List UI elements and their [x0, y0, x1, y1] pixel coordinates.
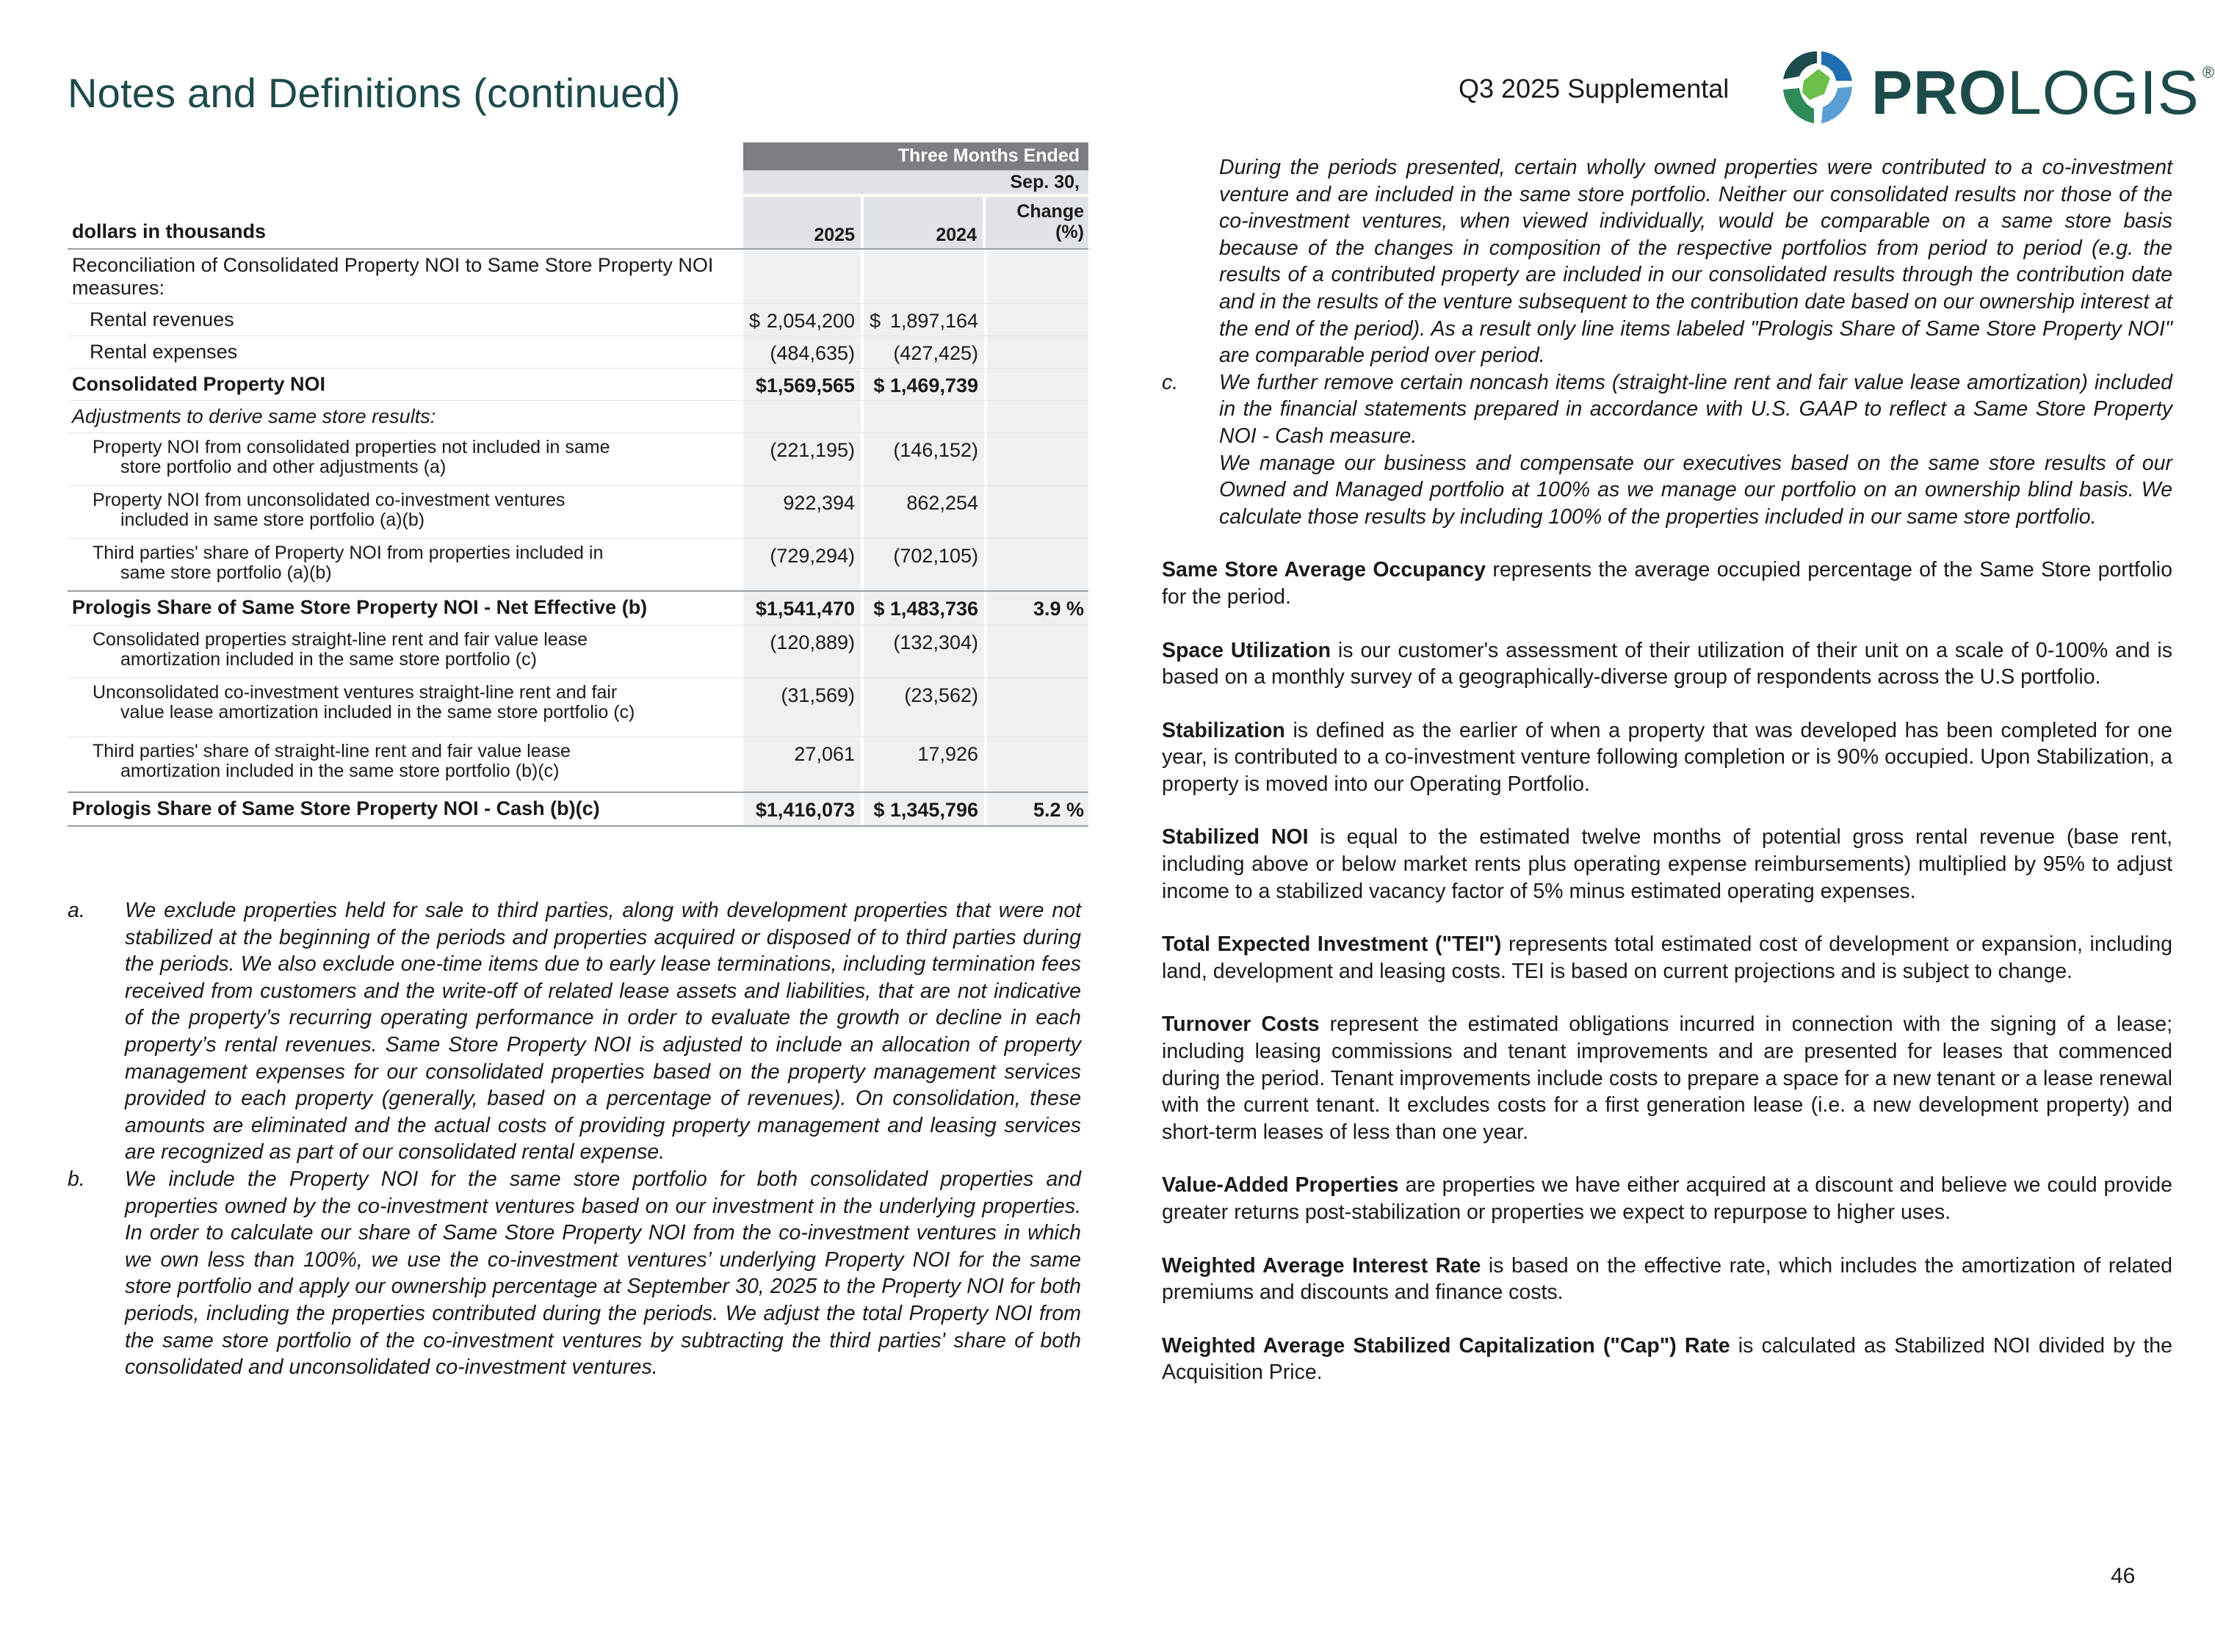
table-row — [68, 250, 1088, 304]
table-row — [68, 737, 1088, 793]
row-label-line-2: included in same store portfolio (a)(b) — [120, 510, 425, 530]
row-label: Rental expenses — [90, 341, 238, 363]
column-header-2024: 2024 — [864, 197, 983, 248]
definition-text: represents the average occupied percentage of the Same Store portfolio for the period. — [1162, 558, 2172, 609]
table-row — [68, 433, 1088, 486]
report-period-label: Q3 2025 Supplemental — [1459, 73, 1730, 104]
definition-item — [1162, 824, 2172, 905]
row-label-line-2: amortization included in the same store portfolio (b)(c) — [120, 761, 560, 781]
table-row — [68, 539, 1088, 592]
logo-wordmark-bold: PRO — [1871, 58, 2008, 127]
logo-wordmark — [1871, 57, 2215, 128]
row-label-line-1: Unconsolidated co-investment ventures straight-line rent and fair — [93, 682, 618, 703]
definition-text: represents total estimated cost of development or expansion, including land, development and leasing costs. TEI is based on current projections and is subject to change. — [1162, 932, 2173, 983]
cell-value: 2,054,200 — [766, 310, 855, 332]
definition-text: is equal to the estimated twelve months of potential gross rental revenue (base rent, including above or below market rents plus operating expense reimbursements) multiplied by 95% to adjust income to a stabilized vacancy factor of 5% minus estimated operating expenses. — [1162, 825, 2172, 903]
row-label — [68, 737, 743, 786]
definition-item — [1162, 557, 2172, 610]
footnote-text: We exclude properties held for sale to third parties, along with development properties that were not stabilized at the beginning of the periods and properties acquired or disposed of to third parties during the periods. We also exclude one-time items due to early lease terminations, including termination fees received from customers and the write-off of related lease assets and liabilities, that are not indicative of the property’s recurring operating performance in order to evaluate the growth or decline in each property’s rental revenues. Same Store Property NOI is adjusted to include an allocation of property management expenses for our consolidated properties based on the property management services provided to each property (generally, based on a percentage of revenues). On consolidation, these amounts are eliminated and the actual costs of providing property management and leasing services are recognized as part of our consolidated rental expense. — [125, 899, 1081, 1164]
definition-term: Value-Added Properties — [1162, 1173, 1399, 1198]
prologis-logo — [1777, 47, 2215, 129]
definition-item — [1162, 1172, 2172, 1225]
row-label: Adjustments to derive same store results: — [72, 405, 436, 427]
row-label-line-1: Property NOI from unconsolidated co-investment ventures — [93, 490, 566, 510]
cell-2024: $ 1,469,739 — [864, 369, 984, 400]
currency-symbol: $ — [870, 310, 881, 332]
period-date-header: Sep. 30, — [743, 170, 1088, 194]
currency-symbol: $ — [749, 310, 761, 332]
right-column — [1162, 154, 2172, 1386]
row-label: Rental revenues — [90, 308, 234, 330]
page-number: 46 — [2111, 1564, 2136, 1588]
cell-change — [987, 539, 1088, 590]
column-header-2025: 2025 — [743, 197, 861, 248]
definition-text: is calculated as Stabilized NOI divided by the Acquisition Price. — [1162, 1333, 2172, 1385]
table-row — [68, 369, 1088, 401]
cell-change: 5.2 % — [987, 793, 1088, 825]
footnotes-left — [68, 897, 1081, 1381]
table-row — [68, 336, 1088, 369]
row-label-line-2: store portfolio and other adjustments (a) — [120, 457, 447, 477]
definition-term: Weighted Average Interest Rate — [1162, 1253, 1481, 1278]
cell-change — [987, 626, 1088, 678]
cell-change — [987, 401, 1088, 432]
cell-change — [987, 369, 1088, 400]
footnote-c-text: We further remove certain noncash items (straight-line rent and fair value lease amortization) included in the financial statements prepared in accordance with U.S. GAAP to reflect a Same Store Property NOI - Cash measure. — [1219, 370, 2172, 448]
cell-2025 — [743, 401, 861, 432]
cell-change: 3.9 % — [987, 592, 1088, 625]
cell-2025: (484,635) — [743, 336, 861, 368]
row-label-line-2: amortization included in the same store portfolio (c) — [120, 649, 537, 670]
definition-term: Stabilized NOI — [1162, 825, 1309, 849]
cell-change — [987, 250, 1088, 303]
globe-logo-icon — [1777, 47, 1857, 129]
footnote-a — [68, 897, 1081, 1166]
page-title: Notes and Definitions (continued) — [68, 70, 681, 116]
row-label: Consolidated Property NOI — [72, 373, 326, 395]
definition-item — [1162, 1333, 2172, 1386]
logo-wordmark-light: LOGIS — [2007, 58, 2200, 127]
cell-2024 — [864, 401, 984, 432]
definition-text: is our customer's assessment of their utilization of their unit on a scale of 0-100% and is based on a monthly survey of a geographically-diverse group of respondents across the U.S portfolio. — [1162, 638, 2172, 689]
cell-change — [987, 304, 1088, 336]
cell-2024: (132,304) — [864, 626, 984, 678]
definition-item — [1162, 931, 2172, 985]
row-label: Prologis Share of Same Store Property NOI - Net Effective (b) — [72, 596, 648, 618]
cell-2024: (23,562) — [864, 678, 984, 736]
row-label — [68, 486, 743, 535]
cell-2024: 862,254 — [864, 486, 984, 538]
cell-2024: $ 1,345,796 — [864, 793, 984, 825]
cell-2025: $1,416,073 — [743, 793, 861, 825]
registered-mark: ® — [2202, 63, 2215, 81]
definition-term: Turnover Costs — [1162, 1012, 1320, 1037]
cell-2025: (31,569) — [743, 678, 861, 736]
row-label-line-2: same store portfolio (a)(b) — [120, 562, 332, 583]
period-header: Three Months Ended — [743, 142, 1088, 170]
row-label-line-1: Property NOI from consolidated properties not included in same — [93, 437, 610, 457]
footnote-b-continued: During the periods presented, certain wholly owned properties were contributed to a co-investment venture and are included in the same store portfolio. Neither our consolidated results nor those of the co-investment ventures, when viewed individually, would be comparable on a same store basis because of the changes in composition of the respective portfolios from period to period (e.g. the results of a contributed property are included in our consolidated results through the contribution date and in the results of the venture subsequent to the contribution date based on our ownership interest at the end of the period). As a result only line items labeled "Prologis Share of Same Store Property NOI" are comparable period over period. — [1219, 156, 2172, 368]
row-label — [68, 433, 743, 482]
table-row — [68, 793, 1088, 827]
footnote-text — [1219, 369, 2172, 531]
cell-2024: (427,425) — [864, 336, 984, 368]
row-label: Prologis Share of Same Store Property NOI - Cash (b)(c) — [72, 797, 600, 819]
cell-2025: (729,294) — [743, 539, 861, 590]
row-label-line-1: Consolidated properties straight-line rent and fair value lease — [93, 629, 588, 650]
row-label-line-1: Third parties' share of Property NOI from properties included in — [93, 543, 604, 563]
table-row — [68, 592, 1088, 626]
cell-2025: 27,061 — [743, 737, 861, 791]
cell-value: 1,897,164 — [889, 310, 978, 332]
cell-2024 — [864, 250, 984, 303]
cell-2025: $1,541,470 — [743, 592, 861, 625]
definition-text: is defined as the earlier of when a property that was developed has been completed for one year, is contributed to a co-investment venture following completion or is 90% occupied. Upon Stabilization, a property is moved into our Operating Portfolio. — [1162, 718, 2172, 796]
cell-change — [987, 678, 1088, 736]
definition-text: are properties we have either acquired at a discount and believe we could provide greater returns post-stabilization or properties we expect to repurpose to higher uses. — [1162, 1173, 2172, 1224]
column-header-change: Change (%) — [986, 197, 1088, 248]
cell-2024: 17,926 — [864, 737, 984, 791]
footnote-c — [1162, 369, 2172, 531]
footnote-marker: b. — [68, 1167, 85, 1191]
footnote-b — [68, 1166, 1081, 1381]
row-label: Reconciliation of Consolidated Property NOI to Same Store Property NOI measures: — [72, 254, 714, 299]
cell-2024 — [864, 304, 984, 336]
definition-item — [1162, 1253, 2172, 1306]
cell-change — [987, 737, 1088, 791]
row-label — [68, 539, 743, 587]
cell-2024: (702,105) — [864, 539, 984, 590]
definition-item — [1162, 1011, 2172, 1145]
row-label — [68, 626, 743, 674]
cell-2025: 922,394 — [743, 486, 861, 538]
definition-term: Same Store Average Occupancy — [1162, 558, 1486, 582]
definition-term: Space Utilization — [1162, 638, 1331, 662]
definition-text: is based on the effective rate, which includes the amortization of related premiums and discounts and finance costs. — [1162, 1253, 2172, 1305]
table-row — [68, 304, 1088, 336]
cell-2025: (120,889) — [743, 626, 861, 678]
cell-2025: $1,569,565 — [743, 369, 861, 400]
definition-term: Stabilization — [1162, 718, 1285, 742]
cell-change — [987, 433, 1088, 485]
definition-item — [1162, 717, 2172, 798]
definition-item — [1162, 637, 2172, 691]
footnote-marker: a. — [68, 899, 85, 922]
cell-2025 — [743, 250, 861, 303]
table-row — [68, 678, 1088, 737]
footnote-c-text-2: We manage our business and compensate our executives based on the same store results of our Owned and Managed portfolio at 100% as we manage our portfolio on an ownership blind basis. We calculate those results by including 100% of the properties included in our same store portfolio. — [1219, 451, 2172, 529]
row-label — [68, 678, 743, 727]
table-header — [68, 142, 1088, 250]
definition-text: represent the estimated obligations incurred in connection with the signing of a lease; including leasing commissions and tenant improvements and are presented for leases that commenced during the period. Tenant improvements include costs to prepare a space for a new tenant or a lease renewal with the current tenant. It excludes costs for a first generation lease (i.e. a new development property) and short-term leases of less than one year. — [1162, 1012, 2172, 1144]
table-row — [68, 401, 1088, 433]
definitions-list — [1162, 557, 2172, 1386]
definition-term: Weighted Average Stabilized Capitalization ("Cap") Rate — [1162, 1333, 1730, 1358]
cell-change — [987, 336, 1088, 368]
cell-2024: $ 1,483,736 — [864, 592, 984, 625]
definition-term: Total Expected Investment ("TEI") — [1162, 932, 1502, 957]
cell-change — [987, 486, 1088, 538]
cell-2025: (221,195) — [743, 433, 861, 485]
table-row — [68, 626, 1088, 678]
row-label-line-1: Third parties' share of straight-line rent and fair value lease — [93, 741, 571, 761]
footnote-marker: c. — [1162, 370, 1179, 394]
table-body — [68, 250, 1088, 827]
footnote-text: We include the Property NOI for the same store portfolio for both consolidated properties and properties owned by the co-investment ventures based on our investment in the underlying properties. In order to calculate our share of Same Store Property NOI from the co-investment ventures in which we own less than 100%, we use the co-investment ventures’ underlying Property NOI for the same store portfolio and apply our ownership percentage at September 30, 2025 to the Property NOI for both periods, including the properties contributed during the periods. We adjust the total Property NOI from the same store portfolio of the co-investment ventures by subtracting the third parties' share of both consolidated and unconsolidated co-investment ventures. — [125, 1167, 1081, 1380]
table-row — [68, 486, 1088, 539]
same-store-noi-table — [68, 142, 1088, 827]
cell-2024: (146,152) — [864, 433, 984, 485]
units-label: dollars in thousands — [72, 220, 267, 242]
footnotes-right — [1162, 154, 2172, 530]
row-label-line-2: value lease amortization included in the same store portfolio (c) — [120, 702, 635, 722]
cell-2025 — [743, 304, 861, 336]
